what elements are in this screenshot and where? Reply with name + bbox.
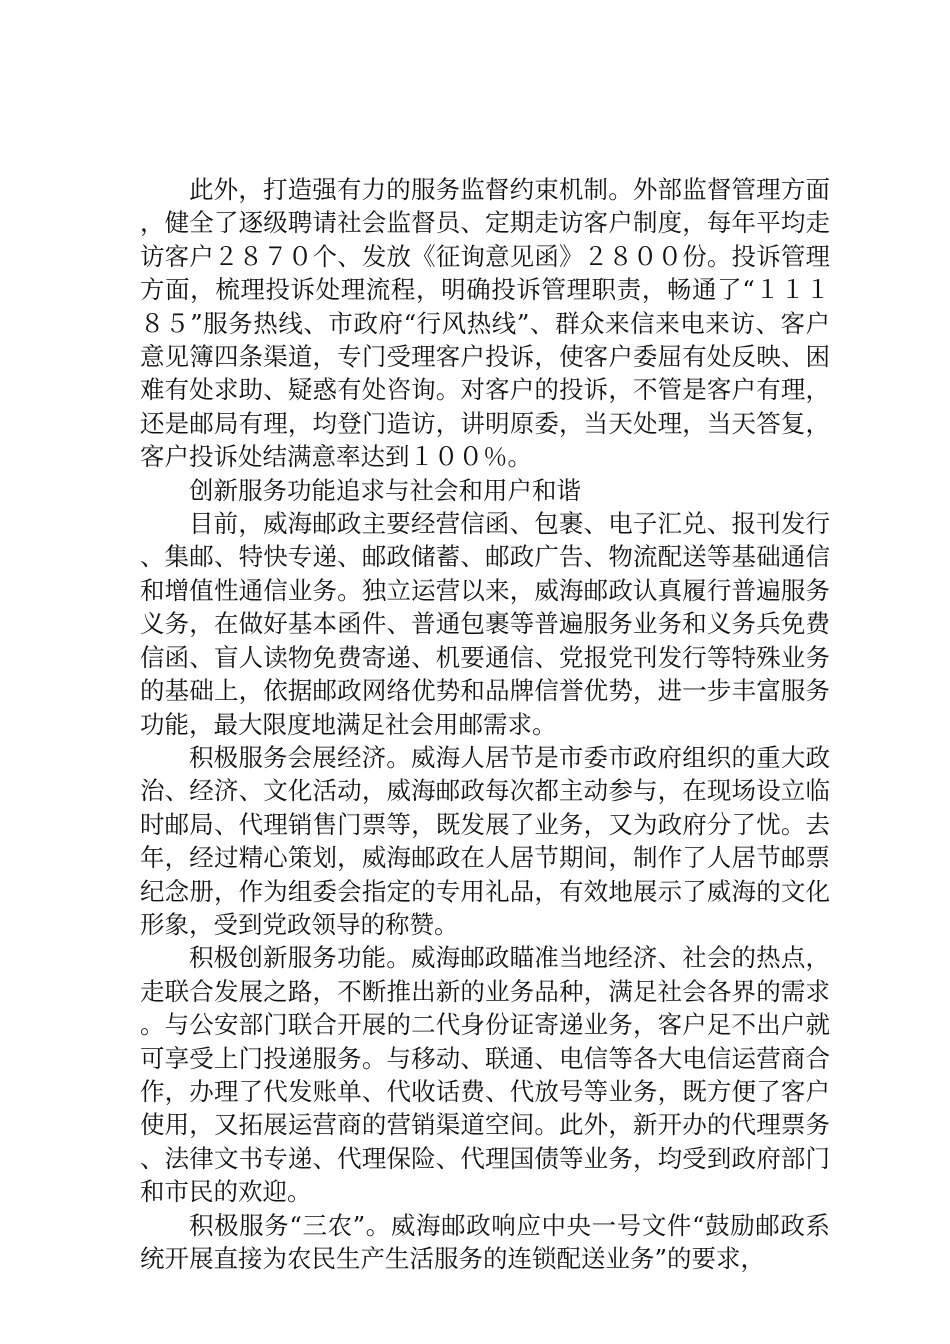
section-heading: 创新服务功能追求与社会和用户和谐 — [189, 475, 581, 505]
paragraph-rural-service: 积极服务“三农”。威海邮政响应中央一号文件“鼓励邮政系统开展直接为农民生产生活服务的连锁配送业务”的要求， — [140, 1210, 830, 1273]
document-body — [140, 173, 830, 1275]
paragraph-supervision: 此外，打造强有力的服务监督约束机制。外部监督管理方面，健全了逐级聘请社会监督员、定期走访客户制度，每年平均走访客户２８７０个、发放《征询意见函》２８００份。投诉管理方面，梳理投诉处理流程，明确投诉管理职责，畅通了“１１１８５”服务热线、市政府“行风热线”、群众来信来电来访、客户意见簿四条渠道，专门受理客户投诉，使客户委屈有处反映、困难有处求助、疑惑有处咨询。对客户的投诉，不管是客户有理，还是邮局有理，均登门造访，讲明原委，当天处理，当天答复，客户投诉处结满意率达到１００％。 — [140, 175, 830, 472]
paragraph-business-overview: 目前，威海邮政主要经营信函、包裹、电子汇兑、报刊发行、集邮、特快专递、邮政储蓄、邮政广告、物流配送等基础通信和增值性通信业务。独立运营以来，威海邮政认真履行普遍服务义务，在做好基本函件、普通包裹等普遍服务业务和义务兵免费信函、盲人读物免费寄递、机要通信、党报党刊发行等特殊业务的基础上，依据邮政网络优势和品牌信誉优势，进一步丰富服务功能，最大限度地满足社会用邮需求。 — [140, 509, 830, 739]
paragraph-service-innovation: 积极创新服务功能。威海邮政瞄准当地经济、社会的热点，走联合发展之路，不断推出新的业务品种，满足社会各界的需求。与公安部门联合开展的二代身份证寄递业务，客户足不出户就可享受上门投递服务。与移动、联通、电信等各大电信运营商合作，办理了代发账单、代收话费、代放号等业务，既方便了客户使用，又拓展运营商的营销渠道空间。此外，新开办的代理票务、法律文书专递、代理保险、代理国债等业务，均受到政府部门和市民的欢迎。 — [140, 943, 830, 1207]
paragraph-exhibition-economy: 积极服务会展经济。威海人居节是市委市政府组织的重大政治、经济、文化活动，威海邮政每次都主动参与，在现场设立临时邮局、代理销售门票等，既发展了业务，又为政府分了忧。去年，经过精心策划，威海邮政在人居节期间，制作了人居节邮票纪念册，作为组委会指定的专用礼品，有效地展示了威海的文化形象，受到党政领导的称赞。 — [140, 742, 830, 939]
